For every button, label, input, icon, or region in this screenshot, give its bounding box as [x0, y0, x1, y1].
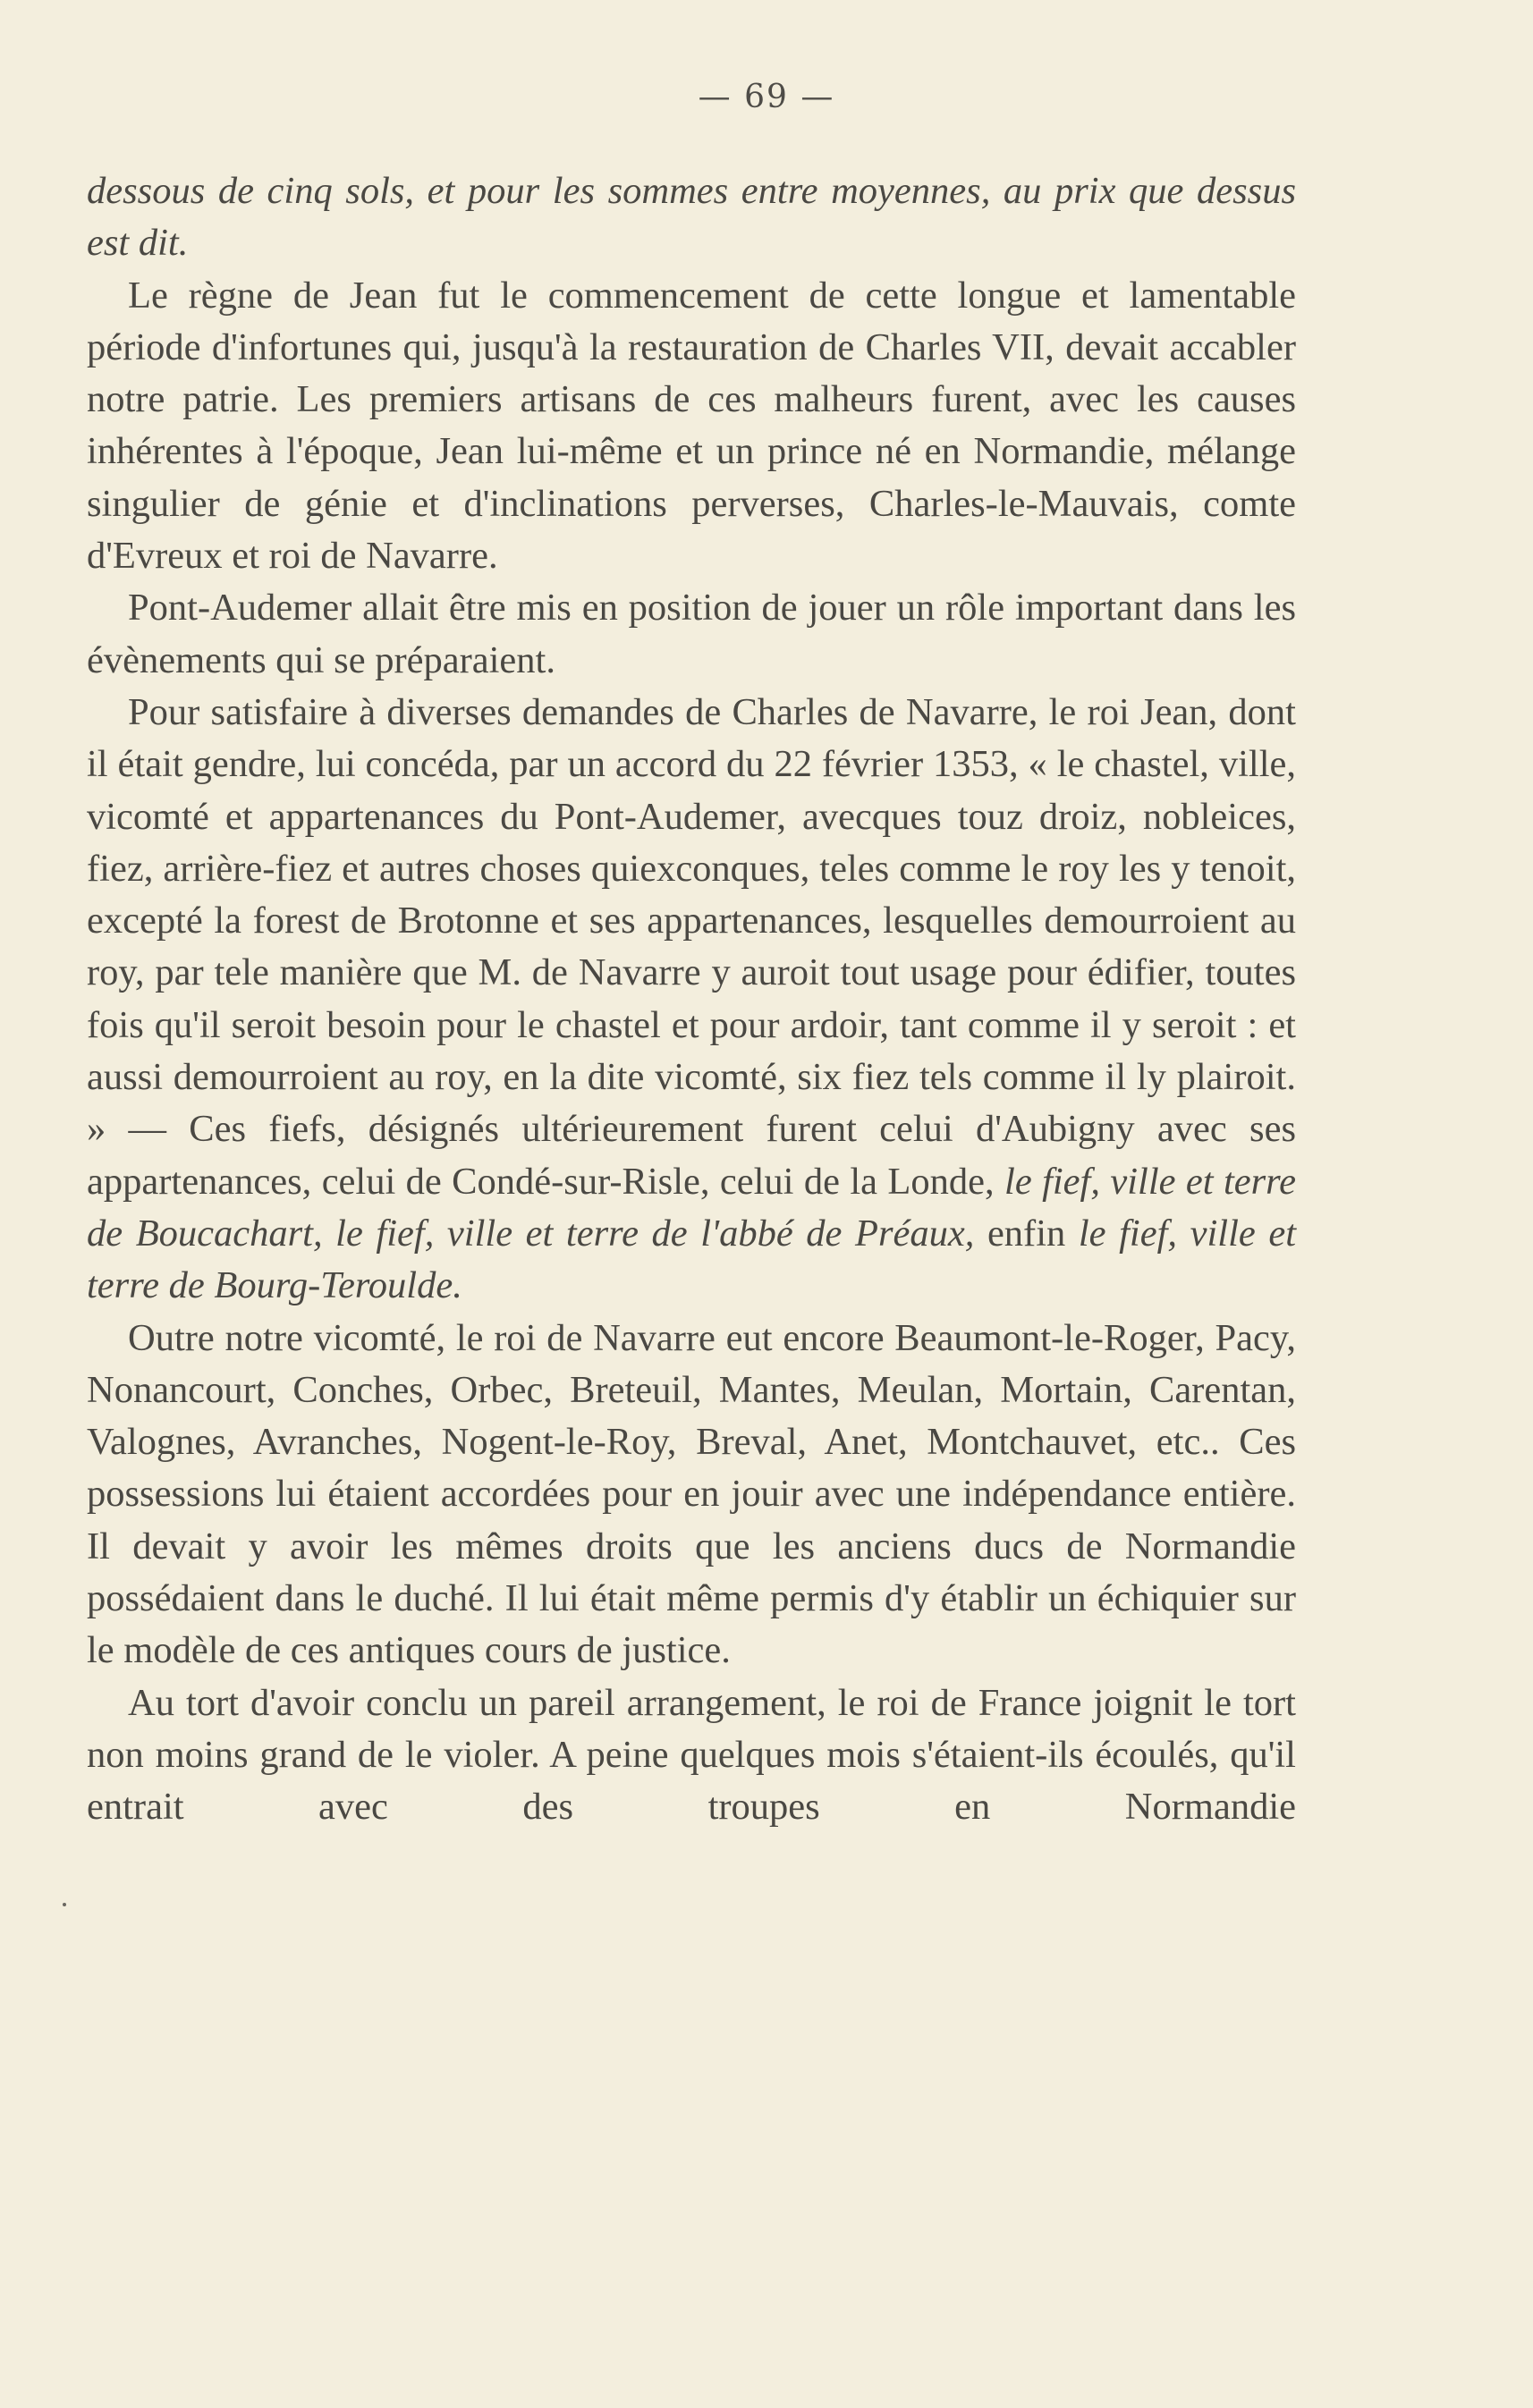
- body-text: [87, 165, 1296, 1834]
- page-number: — 69 —: [698, 79, 835, 115]
- margin-mark: [63, 1903, 66, 1906]
- paragraph-pont-audemer: [87, 582, 1296, 687]
- text-segment: enfin: [974, 1212, 1079, 1255]
- paragraph-possessions: [87, 1313, 1296, 1677]
- paragraph-king-violation: [87, 1677, 1296, 1834]
- text-segment-italic: le fief, ville et terre de Bourg-Teroulde.: [87, 1212, 1297, 1307]
- text-segment: Pont-Audemer allait être mis en position de jouer un rôle important dans les évènements qui se préparaient.: [87, 587, 1296, 681]
- paragraph-continuation: [87, 165, 1296, 270]
- text-segment: dessous de cinq sols, et pour les sommes entre moyennes, au prix que dessus est dit.: [87, 170, 1296, 265]
- text-segment: Outre notre vicomté, le roi de Navarre eut encore Beaumont-le-Roger, Pacy, Nonancourt, Conches, Orbec, Breteuil, Mantes, Meulan, Mortain, Carentan, Valognes, Avranches, Nogent-le-Roy, Breval, Anet, Montchauvet, etc.. Ces possessions lui étaient accordées pour en jouir avec une indépendance entière. Il devait y avoir les mêmes droits que les anciens ducs de Normandie possédaient dans le duché. Il lui était même permis d'y établir un échiquier sur le modèle de ces antiques cours de justice.: [87, 1316, 1296, 1672]
- text-segment: Au tort d'avoir conclu un pareil arrangement, le roi de France joignit le tort non moins grand de le violer. A peine quelques mois s'étaient-ils écoulés, qu'il entrait avec des troupes en Normandie: [87, 1681, 1296, 1829]
- text-segment: Le règne de Jean fut le commencement de cette longue et lamentable période d'infortunes qui, jusqu'à la restauration de Charles VII, devait accabler notre patrie. Les premiers artisans de ces malheurs furent, avec les causes inhérentes à l'époque, Jean lui-même et un prince né en Normandie, mélange singulier de génie et d'inclinations perverses, Charles-le-Mauvais, comte d'Evreux et roi de Navarre.: [87, 274, 1296, 578]
- paragraph-accord-1353: [87, 687, 1296, 1313]
- paragraph-reign-of-jean: [87, 270, 1296, 583]
- text-segment-italic: le fief, ville et terre de Boucachart, le fief, ville et terre de l'abbé de Préaux,: [87, 1160, 1296, 1255]
- text-segment: Pour satisfaire à diverses demandes de Charles de Navarre, le roi Jean, dont il était gendre, lui concéda, par un accord du 22 février 1353, « le chastel, ville, vicomté et appartenances du Pont-Audemer, avecques touz droiz, nobleices, fiez, arrière-fiez et autres choses quiexconques, teles comme le roy les y tenoit, excepté la forest de Brotonne et ses appartenances, lesquelles demourroient au roy, par tele manière que M. de Navarre y auroit tout usage pour édifier, toutes fois qu'il seroit besoin pour le chastel et pour ardoir, tant comme il y seroit : et aussi demourroient au roy, en la dite vicomté, six fiez tels comme il ly plairoit. » — Ces fiefs, désignés ultérieurement furent celui d'Aubigny avec ses appartenances, celui de Condé-sur-Risle, celui de la Londe,: [87, 690, 1296, 1203]
